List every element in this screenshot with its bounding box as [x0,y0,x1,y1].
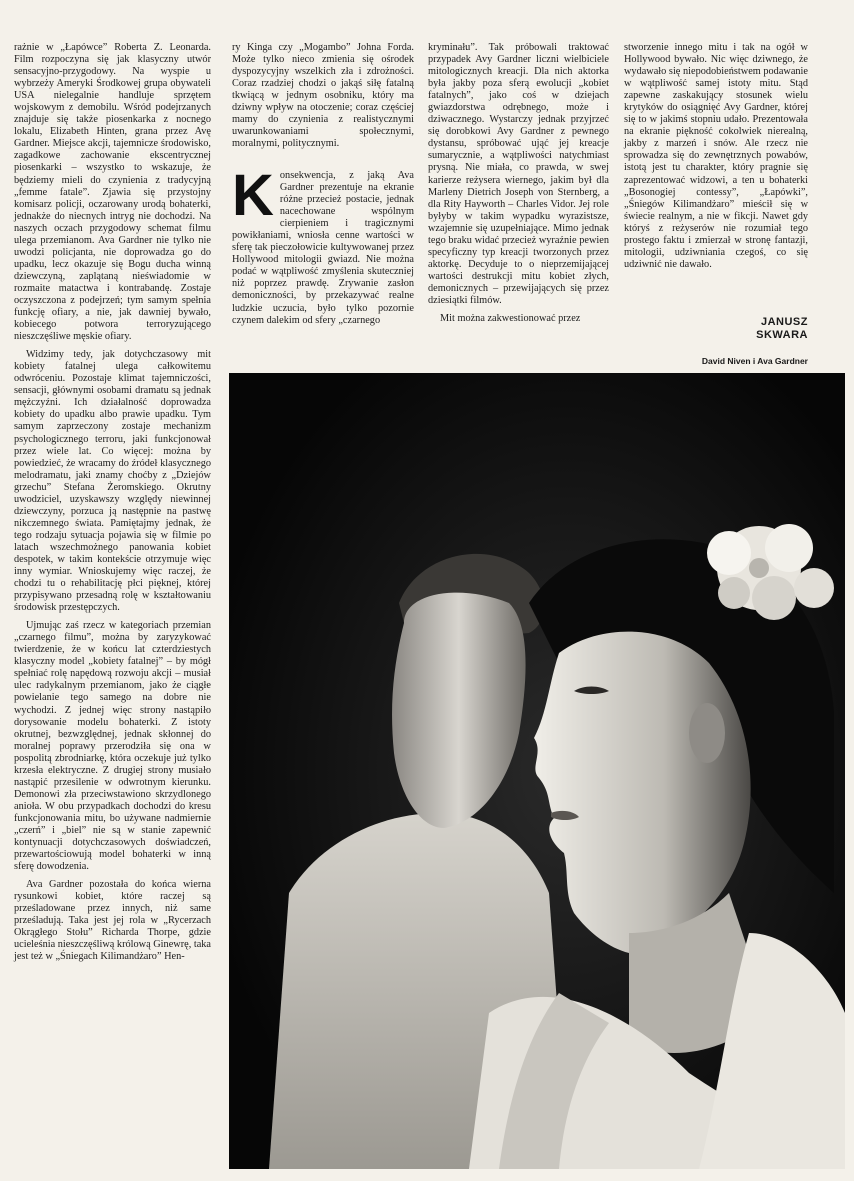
text-column-2-top [232,42,414,150]
paragraph: ry Kinga czy „Mogambo” Johna Forda. Może tylko nieco zmienia się ośrodek dyspozycyjny wszelkich zła i zdrożności. Coraz rzadziej chodzi o jakąś siłę fatalną tkwiącą w jednym osobniku, który ma dziwny wpływ na otoczenie; coraz częściej mamy do czynienia z realistycznymi uwarunkowaniami społecznymi, moralnymi, politycznymi. [232,42,414,150]
text-column-3 [428,42,609,325]
author-byline [640,316,808,342]
photo-niven-gardner [229,373,845,1169]
author-last-name: SKWARA [756,329,808,341]
drop-cap: K [232,163,274,228]
paragraph: Ava Gardner pozostała do końca wierna rysunkowi kobiet, które raczej są prześladowane przez innych, niż same prześladują. Taka jest jej rola w „Rycerzach Okrągłego Stołu” Richarda Thorpe, gdzie ucieleśnia nieszczęśliwą królową Ginewrę, taka jest też w „Śniegach Kilimandżaro” Hen- [14,879,211,963]
author-first-name: JANUSZ [760,316,808,328]
paragraph: Ujmując zaś rzecz w kategoriach przemian „czarnego filmu”, można by zaryzykować twierdzenie, że w końcu lat czterdziestych klasyczny model „kobiety fatalnej” – by mógł spełniać rolę napędową rozwoju akcji – musiał ulec radykalnym przemianom, jako że ciągłe powielanie tego samego na dobre nie wychodzi. Z jednej więc strony nastąpiło dorysowanie modelu bohaterki. Z istoty okrutnej, bezwzględnej, jednak skłonnej do moralnej poprawy przerodziła się ona w pospolitą zbrodniarkę, która oczekuje już tylko krzesła elektryczne. Z drugiej strony musiało nastąpić przesilenie w odwrotnym kierunku. Demonowi zła przeciwstawiono skrzydlonego anioła. W obu przypadkach dochodzi do kresu funkcjonowania mitu, bo używane nadmiernie „czerń” i „biel” nie są w stanie zapewnić kontynuacji dotychczasowych doświadczeń, przewartościowują model bohaterki w inną sferę dowodzenia. [14,620,211,873]
paragraph: onsekwencja, z jaką Ava Gardner prezentuje na ekranie różne przecież postacie, jednak nacechowane wspólnym cierpieniem i tragicznymi powikłaniami, wniosła cenne wartości w sferę tak pieczołowicie kultywowanej przez Hollywood mitologii gwiazd. Nie można podać w wątpliwość zmyślenia skuteczniej niż poprzez prawdę. Zrywanie zasłon demoniczności, by przekazywać realne ludzkie uczucia, było tylko pozornie czynem dalekim od sfery „czarnego [232,170,414,326]
text-column-4 [624,42,808,271]
photo-caption: David Niven i Ava Gardner [701,356,808,366]
paragraph: stworzenie innego mitu i tak na ogół w Hollywood bywało. Nic więc dziwnego, że wydawało się niepodobieństwem podawanie w wątpliwość samej istoty mitu. Stąd zapewne zaskakujący stosunek wielu krytyków do osiągnięć Avy Gardner, której się to w jakimś stopniu udało. Prezentowała na ekranie piękność cokolwiek nierealną, jakby z marzeń i snów. Ale rzecz nie sprowadza się do zewnętrznych powabów, istotą jest tu charakter, który pragnie się zaprezentować widzowi, a ten u bohaterki „Bosonogiej contessy”, „Łapówki”, „Śniegów Kilimandżaro” mieścił się w świecie realnym, a nie w fikcji. Nawet gdy któryś z reżyserów nie rozumiał tego prostego faktu i zmierzał w stronę fantazji, mitologii, udziwniania czegoś, co się udziwnić nie dawało. [624,42,808,270]
woman-ear [689,703,725,763]
paragraph: rażnie w „Łapówce” Roberta Z. Leonarda. Film rozpoczyna się jak klasyczny utwór sensacyjno-przygodowy. Na wyspie u wybrzeży Ameryki Środkowej grupa obywateli USA nielegalnie handluje sprzętem wojskowym z demobilu. Wśród podejrzanych znajduje się także piosenkarka z nocnego lokalu, Elizabeth Hinten, grana przez Avę Gardner. Miejsce akcji, tajemnicze środowisko, zagadkowe zachowanie ekscentrycznej piosenkarki – wszystko to wskazuje, że będziemy mieli do czynienia z tradycyjną „femme fatale”. Zjawia się przystojny komisarz policji, oczarowany urodą bohaterki, jednakże do niecnych intryg nie dochodzi. Na naszych oczach przygodowy schemat filmu ulega przemianom. Ava Gardner nie tylko nie uwodzi policjanta, nie doprowadza go do upadku, lecz okazuje się Bogu ducha winną dziewczyną, zaplątaną nieświadomie w rozmaite matactwa i kontrabandę. Zostaje oczyszczona z podejrzeń; tym samym spełnia funkcję ofiary, a nie, jak dawniej bywało, kobiecego potwora terroryzującego nieszczęśliwe męskie ofiary. [14,42,211,343]
photo-illustration [229,373,845,1169]
text-column-2-main [232,163,414,327]
text-column-1 [14,42,211,964]
paragraph: Mit można zakwestionować przez [440,313,581,325]
paragraph: kryminału”. Tak próbowali traktować przypadek Avy Gardner liczni wielbiciele mitologicznych kreacji. Dla nich aktorka była jakby poza sferą ewolucji „kobiet fatalnych”, jako coś w dziejach gwiazdorstwa odrębnego, może i dziwacznego. Wystarczy jednak przyjrzeć się dorobkowi Avy Gardner z pewnego dystansu, spróbować ująć jej kreacje sumarycznie, a wątpliwości natychmiast prysną. Nie miała, co prawda, w swej karierze reżysera wiernego, jakim był dla Marleny Dietrich Joseph von Sternberg, a dla Rity Hayworth – Charles Vidor. Jej role byłyby w takim wypadku wyrazistsze, wzajemnie się uzupełniające. Mimo jednak tego braku widać przecież wyraźnie pewien specyficzny typ kreacji tworzonych przez aktorkę. Decyduje to o nieprzemijającej wartości destrukcji mitu kobiet złych, demonicznych – przewijających się przez dziesiątki filmów. [428,42,609,306]
paragraph: Widzimy tedy, jak dotychczasowy mit kobiety fatalnej ulega całkowitemu odwróceniu. Pozostaje klimat tajemniczości, sensacji, głównymi osobami dramatu są jednak mężczyźni. Ich działalność doprowadza kobiety do upadku albo prawie upadku. Tym samym zaprzeczony zostaje mechanizm psychologicznego terroru, jaki funkcjonował przez wiele lat. Co więcej: można by powiedzieć, że wracamy do źródeł klasycznego melodramatu, jaki znamy choćby z „Dziejów grzechu” Stefana Żeromskiego. Okrutny uwodziciel, uzyskawszy względy niewinnej dziewczyny, porzuca ją następnie na pastwę nikczemnego świata. Pamiętajmy jednak, że tego rodzaju sytuacja pojawia się w filmie po latach wszechmożnego panowania kobiet despotek, w takim kontekście otrzymuje więc inny wymiar. Wnioskujemy więc raczej, że chodzi tu o rehabilitację płci pięknej, której przypisywano przesadną rolę w kształtowaniu środowisk przestępczych. [14,349,211,614]
